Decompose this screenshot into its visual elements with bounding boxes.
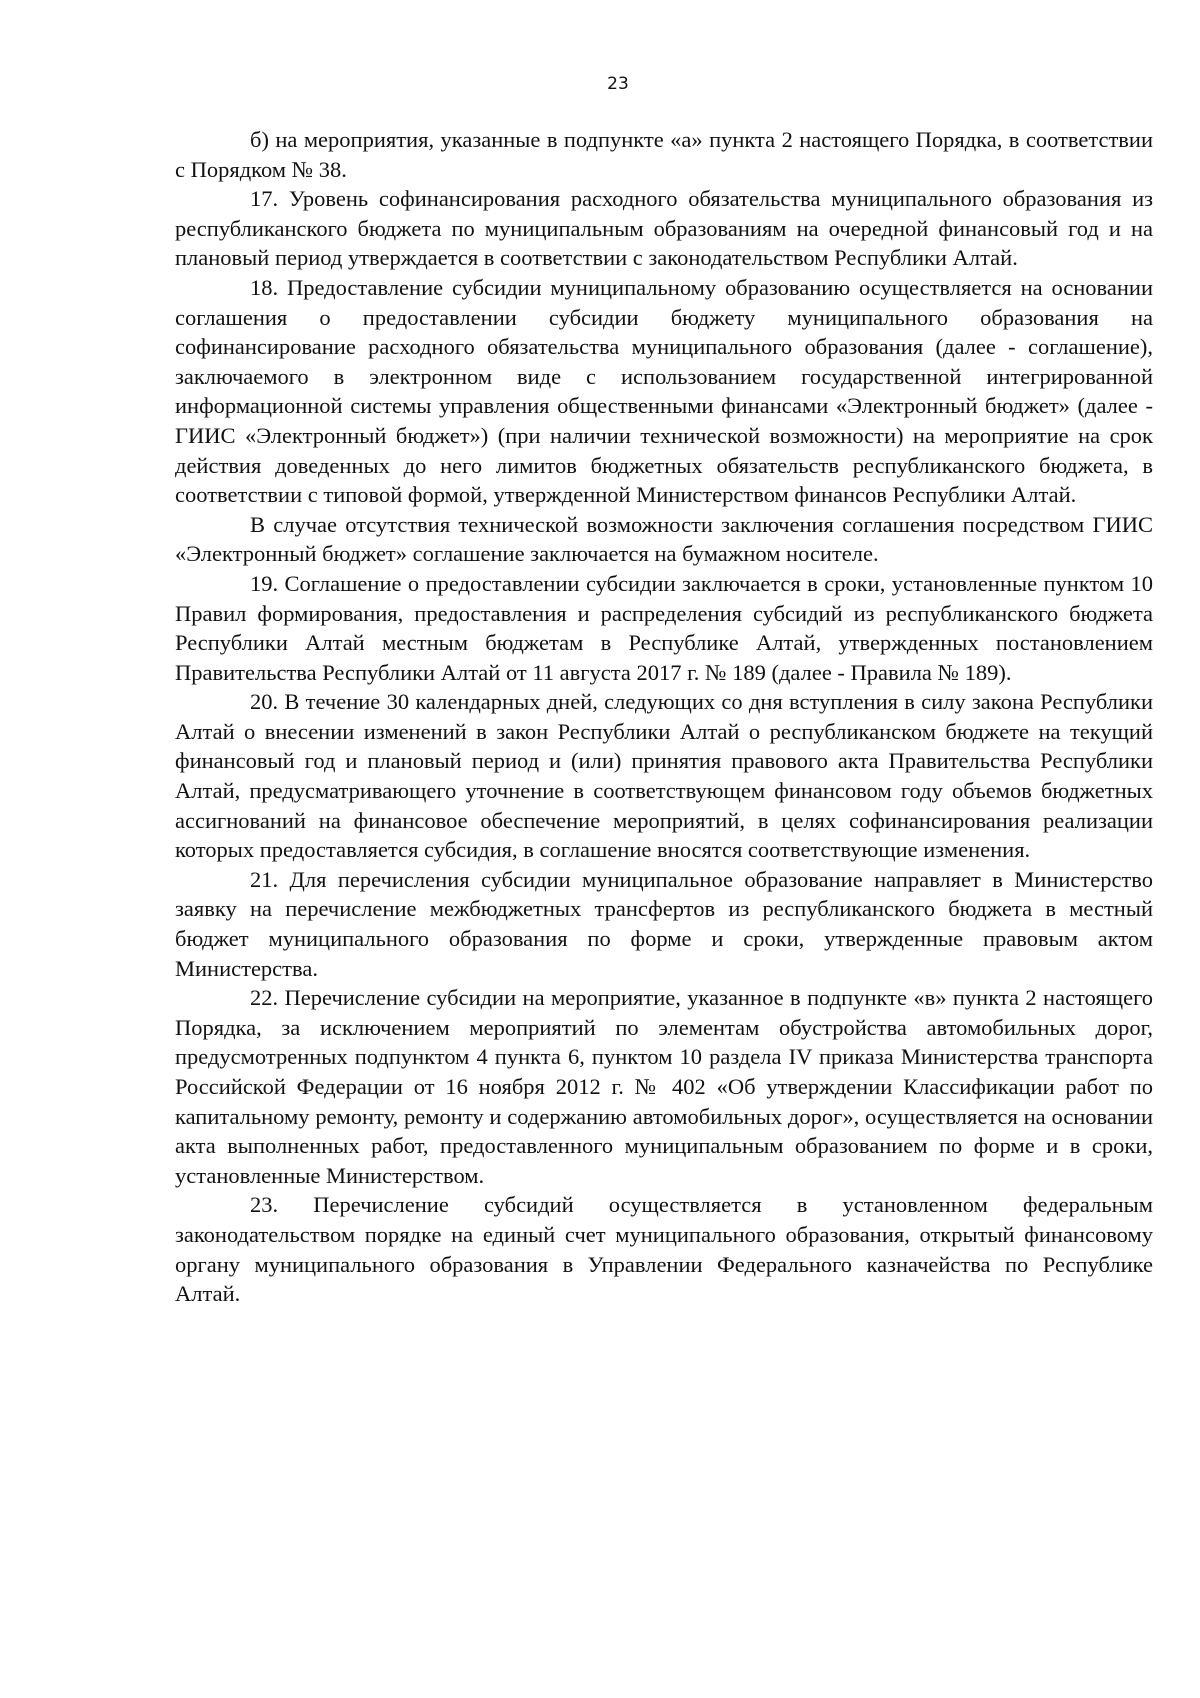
paragraph-22: 22. Перечисление субсидии на мероприятие, указанное в подпункте «в» пункта 2 настоящего Порядка, за исключением мероприятий по элементам обустройства автомобильных дорог, предусмотренных подпунктом 4 пункта 6, пунктом 10 раздела IV приказа Министерства транспорта Российской Федерации от 16 ноября 2012 г. № 402 «Об утверждении Классификации работ по капитальному ремонту, ремонту и содержанию автомобильных дорог», осуществляется на основании акта выполненных работ, предоставленного муниципальным образованием по форме и в сроки, установленные Министерством. (175, 985, 1153, 1188)
paragraph-19: 19. Соглашение о предоставлении субсидии заключается в сроки, установленные пунктом 10 Правил формирования, предоставления и распределения субсидий из республиканского бюджета Республики Алтай местным бюджетам в Республике Алтай, утвержденных постановлением Правительства Республики Алтай от 11 августа 2017 г. № 189 (далее - Правила № 189). (175, 570, 1153, 685)
paragraph-23: 23. Перечисление субсидий осуществляется в установленном федеральным законодательством порядке на единый счет муниципального образования, открытый финансовому органу муниципального образования в Управлении Федерального казначейства по Республике Алтай. (175, 1192, 1153, 1307)
paragraph-16b: б) на мероприятия, указанные в подпункте «а» пункта 2 настоящего Порядка, в соответствии с Порядком № 38. (175, 127, 1153, 182)
page-number: 23 (607, 74, 629, 94)
paragraph-21: 21. Для перечисления субсидии муниципальное образование направляет в Министерство заявку на перечисление межбюджетных трансфертов из республиканского бюджета в местный бюджет муниципального образования по форме и сроки, утвержденные правовым актом Министерства. (175, 866, 1153, 981)
paragraph-18: 18. Предоставление субсидии муниципальному образованию осуществляется на основании соглашения о предоставлении субсидии бюджету муниципального образования на софинансирование расходного обязательства муниципального образования (далее - соглашение), заключаемого в электронном виде с использованием государственной интегрированной информационной системы управления общественными финансами «Электронный бюджет» (далее - ГИИС «Электронный бюджет») (при наличии технической возможности) на мероприятие на срок действия доведенных до него лимитов бюджетных обязательств республиканского бюджета, в соответствии с типовой формой, утвержденной Министерством финансов Республики Алтай. (175, 274, 1153, 508)
paragraph-18-note: В случае отсутствия технической возможности заключения соглашения посредством ГИИС «Электронный бюджет» соглашение заключается на бумажном носителе. (175, 511, 1153, 567)
paragraph-20: 20. В течение 30 календарных дней, следующих со дня вступления в силу закона Республики Алтай о внесении изменений в закон Республики Алтай о республиканском бюджете на текущий финансовый год и плановый период и (или) принятия правового акта Правительства Республики Алтай, предусматривающего уточнение в соответствующем финансовом году объемов бюджетных ассигнований на финансовое обеспечение мероприятий, в целях софинансирования реализации которых предоставляется субсидия, в соглашение вносятся соответствующие изменения. (175, 689, 1153, 863)
paragraph-17: 17. Уровень софинансирования расходного обязательства муниципального образования из республиканского бюджета по муниципальным образованиям на очередной финансовый год и на плановый период утверждается в соответствии с законодательством Республики Алтай. (175, 186, 1153, 271)
document-body (175, 125, 1153, 1309)
